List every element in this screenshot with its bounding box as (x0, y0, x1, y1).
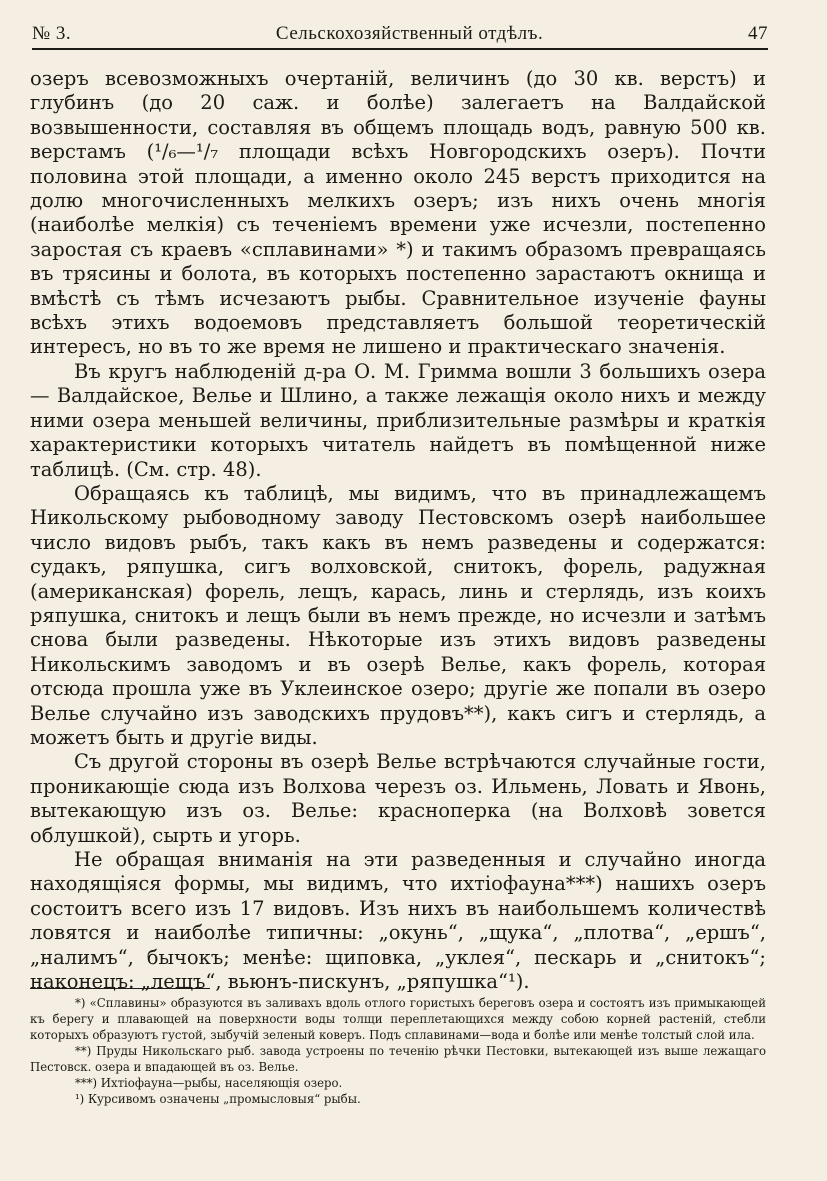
section-title: Сельскохозяйственный отдѣлъ. (275, 23, 544, 44)
footnote-4: ¹) Курсивомъ означены „промысловыя“ рыбы. (75, 1092, 361, 1106)
footnote-1: *) «Сплавины» образуются въ заливахъ вдоль отлого гористыхъ береговъ озера и состоятъ изъ примыкающей къ берегу и плавающей на поверхности воды толщи переплетающихся между собою корней растеній, стебли которыхъ образуютъ густой, зыбучій зеленый коверъ. Подъ сплавинами—вода и болѣе или менѣе толстый слой ила. (30, 996, 766, 1042)
paragraph-3: Обращаясь къ таблицѣ, мы видимъ, что въ принадлежащемъ Никольскому рыбоводному заводу Пестовскомъ озерѣ наибольшее число видовъ рыбъ, такъ какъ въ немъ разведены и содержатся: судакъ, ряпушка, сигъ волховской, снитокъ, форель, радужная (американская) форель, лещъ, карась, линь и стерлядь, изъ коихъ ряпушка, снитокъ и лещъ были въ немъ прежде, но исчезли и затѣмъ снова были разведены. Нѣкоторые изъ этихъ видовъ разведены Никольскимъ заводомъ и въ озерѣ Велье, какъ форель, которая отсюда прошла уже въ Уклеинское озеро; другіе же попали въ озеро Велье случайно изъ заводскихъ прудовъ**), какъ сигъ и стерлядь, а можетъ быть и другіе виды. (30, 481, 766, 749)
footnotes (30, 995, 766, 1107)
paragraph-4: Съ другой стороны въ озерѣ Велье встрѣчаются случайные гости, проникающіе сюда изъ Волхова черезъ оз. Ильмень, Ловать и Явонь, вытекающую изъ оз. Велье: красноперка (на Волховѣ зовется облушкой), сырть и угорь. (30, 750, 766, 847)
footnote-2: **) Пруды Никольскаго рыб. завода устроены по теченію рѣчки Пестовки, вытекающей изъ выше лежащаго Пестовск. озера и впадающей въ оз. Велье. (30, 1044, 766, 1074)
paragraph-5: Не обращая вниманія на эти разведенныя и случайно иногда находящіяся формы, мы видимъ, что ихтіофауна***) нашихъ озеръ состоитъ всего изъ 17 видовъ. Изъ нихъ въ наибольшемъ количествѣ ловятся и наиболѣе типичны: „окунь“, „щука“, „плотва“, „ершъ“, „налимъ“, бычокъ; менѣе: щиповка, „уклея“, пескарь и „снитокъ“; наконецъ: „лещъ“, вьюнъ-пискунъ, „ряпушка“¹). (30, 848, 766, 994)
running-header (32, 18, 768, 50)
paragraph-2: Въ кругъ наблюденій д-ра О. М. Гримма вошли 3 большихъ озера— Валдайское, Велье и Шлино, а также лежащія около нихъ и между ними озера меньшей величины, приблизительные размѣры и краткія характеристики которыхъ читатель найдетъ въ помѣщенной ниже таблицѣ. (См. стр. 48). (30, 359, 766, 481)
page-number: 47 (748, 23, 768, 44)
paragraph-1: озеръ всевозможныхъ очертаній, величинъ (до 30 кв. верстъ) и глубинъ (до 20 саж. и болѣе) залегаетъ на Валдайской возвышенности, составляя въ общемъ площадь водъ, равную 500 кв. верстамъ (¹/₆—¹/₇ площади всѣхъ Новгородскихъ озеръ). Почти половина этой площади, а именно около 245 верстъ приходится на долю многочисленныхъ мелкихъ озеръ; изъ нихъ очень многія (наиболѣе мелкія) съ теченіемъ времени уже исчезли, постепенно заростая съ краевъ «сплавинами» *) и такимъ образомъ превращаясь въ трясины и болота, въ которыхъ постепенно зарастаютъ окнища и вмѣстѣ съ тѣмъ исчезаютъ рыбы. Сравнительное изученіе фауны всѣхъ этихъ водоемовъ представляетъ большой теоретическій интересъ, но въ то же время не лишено и практическаго значенія. (30, 67, 766, 359)
issue-number: № 3. (32, 23, 72, 44)
footnote-divider (30, 988, 210, 989)
footnote-3: ***) Ихтіофауна—рыбы, населяющія озеро. (75, 1076, 343, 1090)
main-text (30, 67, 766, 994)
